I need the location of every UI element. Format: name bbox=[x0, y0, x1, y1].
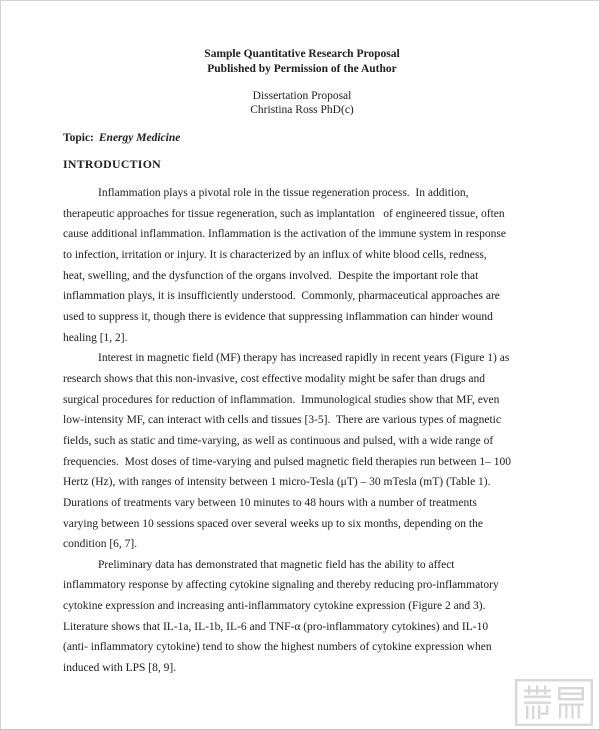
paragraph-line: Preliminary data has demonstrated that magnetic field has the ability to affect bbox=[98, 558, 455, 571]
paragraph-line: low-intensity MF, can interact with cells and tissues [3-5]. There are various types of magnetic bbox=[63, 414, 501, 427]
document-title bbox=[63, 47, 541, 77]
paragraph-line: cause additional inflammation. Inflammation is the activation of the immune system in response bbox=[63, 228, 506, 241]
title-line-1: Sample Quantitative Research Proposal bbox=[204, 48, 400, 60]
section-heading-introduction: INTRODUCTION bbox=[63, 157, 161, 171]
paragraph-line: Literature shows that IL-1a, IL-1b, IL-6 and TNF-α (pro-inflammatory cytokines) and IL-10 bbox=[63, 620, 489, 633]
paragraph-line: healing [1, 2]. bbox=[63, 331, 128, 344]
paragraph-line: Inflammation plays a pivotal role in the tissue regeneration process. In addition, bbox=[98, 187, 469, 199]
paragraph-line: induced with LPS [8, 9]. bbox=[63, 662, 177, 675]
paragraph-line: frequencies. Most doses of time-varying and pulsed magnetic field therapies run between 1– 100 bbox=[63, 455, 512, 468]
byline-author: Christina Ross PhD(c) bbox=[250, 103, 354, 116]
paragraph-line: Hertz (Hz), with ranges of intensity between 1 micro-Tesla (μT) – 30 mTesla (mT) (Table 1). bbox=[63, 476, 491, 489]
seal-watermark-icon bbox=[515, 679, 593, 726]
paragraph-line: (anti- inflammatory cytokine) tend to show the highest numbers of cytokine expression when bbox=[63, 641, 492, 654]
paragraph-line: fields, such as static and time-varying, as well as continuous and pulsed, with a wide range of bbox=[63, 434, 494, 447]
paragraph-line: heat, swelling, and the dysfunction of the organs involved. Despite the important role that bbox=[63, 269, 479, 282]
topic-value: Energy Medicine bbox=[98, 132, 181, 144]
paragraph-line: Durations of treatments vary between 10 minutes to 48 hours with a number of treatments bbox=[63, 496, 477, 509]
paragraph bbox=[63, 555, 541, 679]
paragraph-line: to infection, irritation or injury. It is characterized by an influx of white blood cells, redness, bbox=[63, 248, 487, 261]
paragraph-line: used to suppress it, though there is evidence that suppressing inflammation can hinder wound bbox=[63, 310, 493, 323]
paragraph-line: therapeutic approaches for tissue regeneration, such as implantation of engineered tissue, often bbox=[63, 207, 505, 220]
paragraph-line: varying between 10 sessions spaced over several weeks up to six months, depending on the bbox=[63, 517, 483, 530]
paragraph-line: surgical procedures for reduction of inflammation. Immunological studies show that MF, even bbox=[63, 393, 500, 406]
topic-label: Topic: bbox=[63, 132, 94, 144]
seal-watermark bbox=[515, 679, 593, 726]
byline-line-1: Dissertation Proposal bbox=[252, 90, 352, 102]
paragraph bbox=[63, 183, 541, 348]
body-text bbox=[63, 183, 541, 679]
document-content bbox=[1, 1, 599, 679]
paragraph-line: inflammation plays, it is insufficiently understood. Commonly, pharmaceutical approaches are bbox=[63, 290, 500, 303]
document-byline bbox=[63, 90, 541, 117]
paragraph-line: Interest in magnetic field (MF) therapy has increased rapidly in recent years (Figure 1) as bbox=[98, 352, 510, 365]
paragraph-line: inflammatory response by affecting cytokine signaling and thereby reducing pro-inflammatory bbox=[63, 579, 499, 592]
paragraph bbox=[63, 348, 541, 555]
paragraph-line: cytokine expression and increasing anti-inflammatory cytokine expression (Figure 2 and 3). bbox=[63, 600, 486, 613]
title-line-2: Published by Permission of the Author bbox=[207, 63, 397, 75]
topic-line bbox=[63, 131, 541, 145]
paragraph-line: condition [6, 7]. bbox=[63, 538, 138, 551]
paragraph-line: research shows that this non-invasive, cost effective modality might be safer than drugs and bbox=[63, 372, 485, 385]
